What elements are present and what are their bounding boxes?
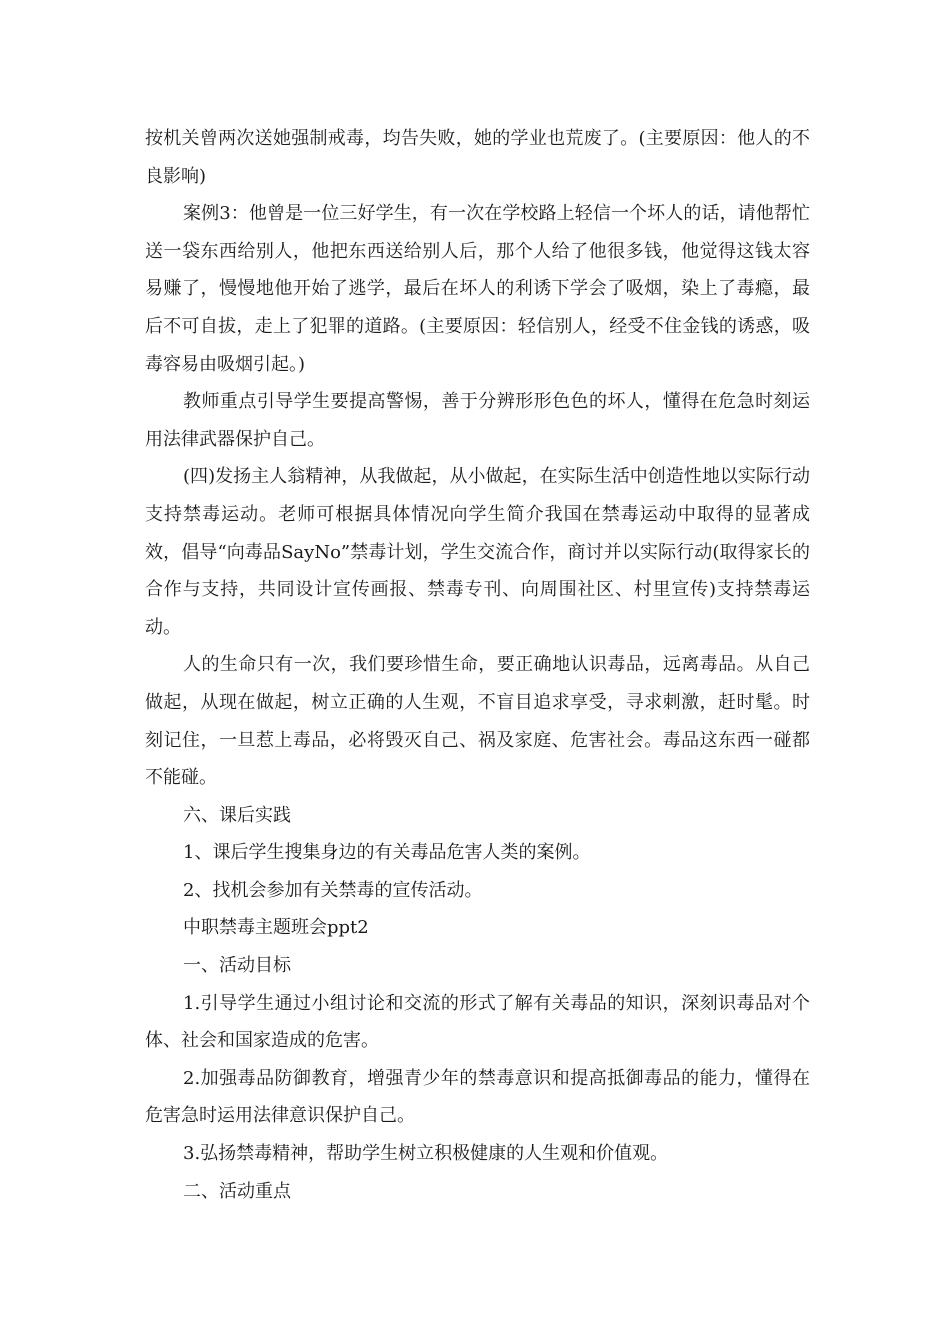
paragraph-teacher-guidance: 教师重点引导学生要提高警惕，善于分辨形形色色的坏人，懂得在危急时刻运用法律武器保护自己。 [145, 391, 810, 450]
paragraph-case-3: 案例3：他曾是一位三好学生，有一次在学校路上轻信一个坏人的话，请他帮忙送一袋东西给别人，他把东西送给别人后，那个人给了他很多钱，他觉得这钱太容易赚了，慢慢地他开始了逃学，最后在坏人的利诱下学会了吸烟，染上了毒瘾，最后不可自拔，走上了犯罪的道路。(主要原因：轻信别人，经受不住金钱的诱惑，吸毒容易由吸烟引起。) [145, 203, 810, 375]
heading-activity-goals: 一、活动目标 [183, 955, 291, 977]
heading-activity-focus: 二、活动重点 [183, 1180, 291, 1202]
list-item-goal-3: 3.弘扬禁毒精神，帮助学生树立积极健康的人生观和价值观。 [183, 1143, 669, 1165]
list-item-goal-1: 1.引导学生通过小组讨论和交流的形式了解有关毒品的知识，深刻识毒品对个体、社会和国家造成的危害。 [145, 992, 810, 1052]
heading-after-class-practice: 六、课后实践 [183, 804, 291, 826]
list-item-practice-2: 2、找机会参加有关禁毒的宣传活动。 [183, 879, 483, 901]
paragraph-life-once: 人的生命只有一次，我们要珍惜生命，要正确地认识毒品，远离毒品。从自己做起，从现在做起，树立正确的人生观，不盲目追求享受，寻求刺激，赶时髦。时刻记住，一旦惹上毒品，必将毁灭自己、祸及家庭、危害社会。毒品这东西一碰都不能碰。 [145, 654, 810, 789]
list-item-practice-1: 1、课后学生搜集身边的有关毒品危害人类的案例。 [183, 842, 591, 864]
heading-document-title-2: 中职禁毒主题班会ppt2 [183, 917, 369, 939]
list-item-goal-2: 2.加强毒品防御教育，增强青少年的禁毒意识和提高抵御毒品的能力，懂得在危害急时运用法律意识保护自己。 [145, 1067, 810, 1127]
document-body [145, 120, 810, 1210]
paragraph-case-2-continuation: 按机关曾两次送她强制戒毒，均告失败，她的学业也荒废了。(主要原因：他人的不良影响) [145, 128, 810, 187]
paragraph-section-4: (四)发扬主人翁精神，从我做起，从小做起，在实际生活中创造性地以实际行动支持禁毒运动。老师可根据具体情况向学生简介我国在禁毒运动中取得的显著成效，倡导“向毒品SayNo”禁毒计划，学生交流合作，商讨并以实际行动(取得家长的合作与支持，共同设计宣传画报、禁毒专刊、向周围社区、村里宣传)支持禁毒运动。 [145, 466, 810, 638]
